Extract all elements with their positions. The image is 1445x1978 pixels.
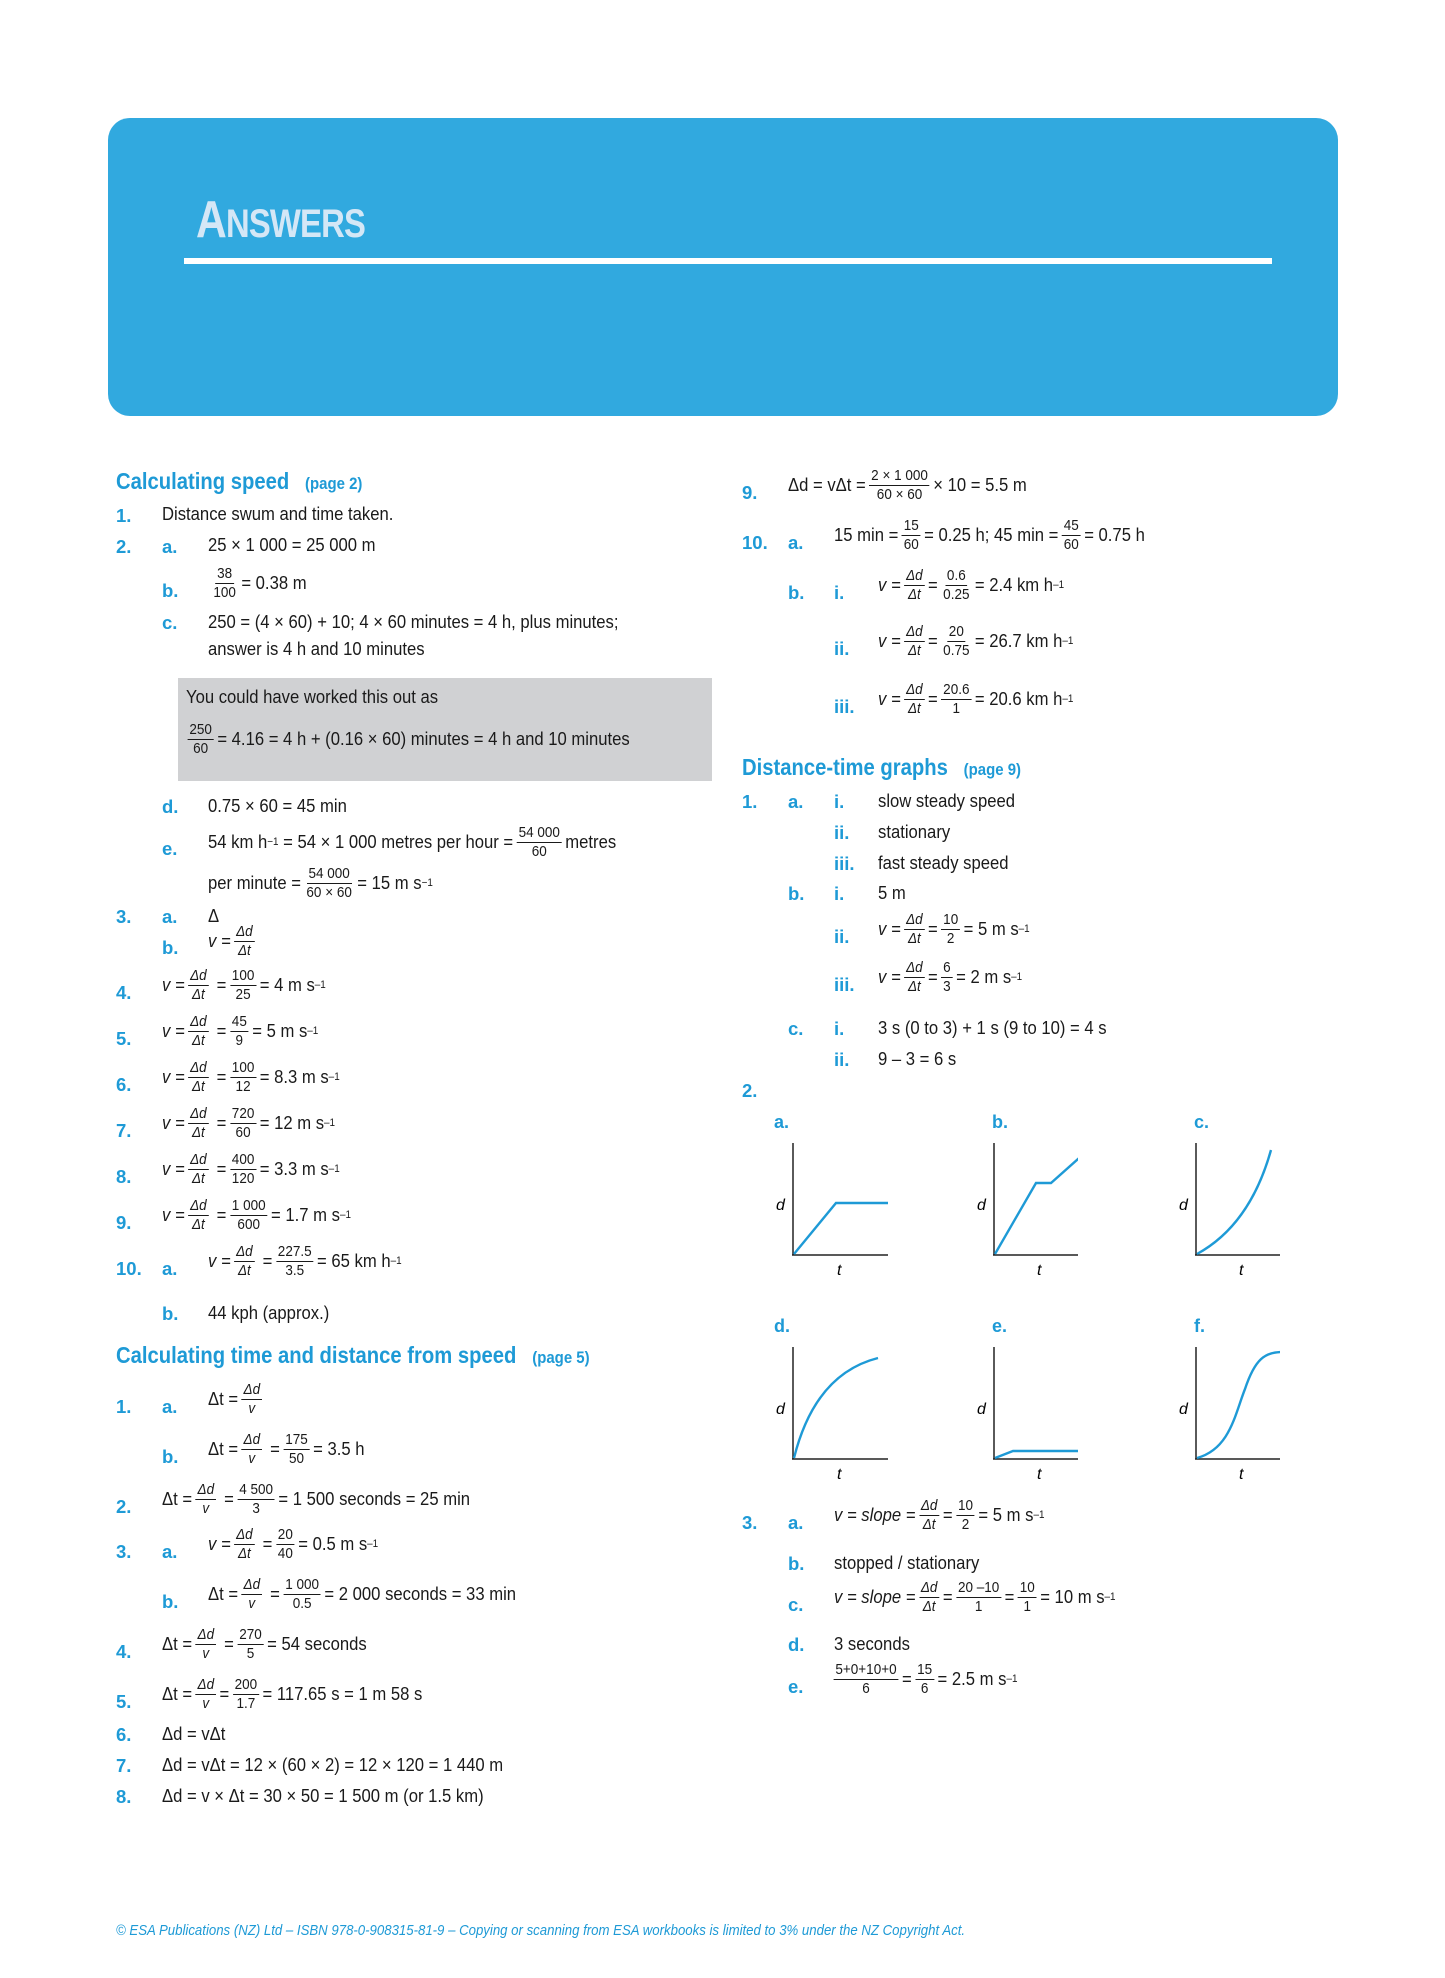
question-number: 6.: [116, 1074, 132, 1095]
svg-text:t: t: [1037, 1262, 1042, 1279]
part-label: b.: [162, 580, 179, 601]
part-label: a.: [788, 532, 804, 553]
subpart-label: ii.: [834, 822, 850, 843]
answer-text: Δd = vΔt = 12 × (60 × 2) = 12 × 120 = 1 440 m: [162, 1754, 504, 1775]
answer-text: slow steady speed: [878, 790, 1015, 811]
page-title: ANSWERS: [196, 191, 366, 249]
section-heading-calculating-speed: Calculating speed (page 2): [116, 468, 363, 494]
question-number: 9.: [742, 482, 758, 503]
svg-text:t: t: [1239, 1262, 1244, 1279]
part-label: a.: [162, 906, 178, 927]
graph-label-a: a.: [774, 1112, 790, 1132]
answer-expression: Δt = $\frac{\Delta d}{v}$ = $\frac{4 500}{3}$ = 1 500 seconds = 25 min: [162, 1481, 471, 1517]
answer-expression: v = $\frac{\Delta d}{\Delta t}$ = $\frac{227.5}{3.5}$ = 65 km h –1: [208, 1243, 402, 1279]
answer-text: Distance swum and time taken.: [162, 503, 394, 524]
distance-time-graph-f: [1140, 1344, 1280, 1484]
question-number: 1.: [116, 505, 132, 526]
question-number: 6.: [116, 1724, 132, 1745]
svg-text:d: d: [977, 1401, 986, 1418]
answer-expression: v = $\frac{\Delta d}{\Delta t}$ = $\frac{10}{2}$ = 5 m s –1: [878, 911, 1030, 947]
question-number: 5.: [116, 1028, 132, 1049]
answer-expression: v = $\frac{\Delta d}{\Delta t}$ = $\frac{100}{25}$ = 4 m s –1: [162, 967, 326, 1003]
part-label: a.: [788, 791, 804, 812]
question-number: 2.: [116, 536, 132, 557]
answer-text: 5 m: [878, 882, 906, 903]
question-number: 7.: [116, 1120, 132, 1141]
answer-text: fast steady speed: [878, 852, 1009, 873]
part-label: c.: [788, 1018, 804, 1039]
subpart-label: i.: [834, 791, 845, 812]
part-label: b.: [162, 937, 179, 958]
subpart-label: ii.: [834, 1049, 850, 1070]
copyright-footer: © ESA Publications (NZ) Ltd – ISBN 978-0-908315-81-9 – Copying or scanning from ESA workbooks is limited to 3% under the NZ Copyright Act.: [116, 1922, 966, 1939]
question-number: 8.: [116, 1786, 132, 1807]
question-number: 1.: [116, 1396, 132, 1417]
tip-box: [178, 678, 712, 781]
answer-text: 9 – 3 = 6 s: [878, 1048, 957, 1069]
svg-text:d: d: [1179, 1401, 1188, 1418]
answer-expression: Δt = $\frac{\Delta d}{v}$ = $\frac{175}{50}$ = 3.5 h: [208, 1431, 365, 1467]
fraction: $\frac{38}{100}$: [213, 565, 236, 601]
answer-expression: Δt = $\frac{\Delta d}{v}$ = $\frac{200}{1.7}$ = 117.65 s = 1 m 58 s: [162, 1676, 423, 1712]
part-label: d.: [788, 1634, 805, 1655]
tip-text: You could have worked this out as: [186, 686, 439, 707]
answer-text: Δd = v × Δt = 30 × 50 = 1 500 m (or 1.5 km): [162, 1785, 484, 1806]
question-number: 8.: [116, 1166, 132, 1187]
part-label: e.: [162, 838, 178, 859]
question-number: 3.: [742, 1512, 758, 1533]
subpart-label: ii.: [834, 638, 850, 659]
axis-label-d: d: [776, 1197, 785, 1214]
part-label: a.: [162, 1541, 178, 1562]
part-label: a.: [788, 1512, 804, 1533]
question-number: 3.: [116, 906, 132, 927]
subpart-label: i.: [834, 582, 845, 603]
answer-expression: v = $\frac{\Delta d}{\Delta t}$ = $\frac{720}{60}$ = 12 m s –1: [162, 1105, 336, 1141]
part-label: b.: [788, 883, 805, 904]
answer-expression: v = $\frac{\Delta d}{\Delta t}$ = $\frac{20}{0.75}$ = 26.7 km h –1: [878, 623, 1074, 659]
answers-banner: [108, 118, 1338, 416]
answer-expression: Δd = vΔt = $\frac{2 \times 1 000}{60 \times 60}$ × 10 = 5.5 m: [788, 467, 1027, 503]
part-label: a.: [162, 1258, 178, 1279]
svg-text:t: t: [837, 1466, 842, 1483]
question-number: 10.: [742, 532, 768, 553]
section-heading-time-distance: Calculating time and distance from speed (page 5): [116, 1342, 590, 1368]
subpart-label: iii.: [834, 696, 855, 717]
question-number: 2.: [116, 1496, 132, 1517]
answer-text: 25 × 1 000 = 25 000 m: [208, 534, 376, 555]
question-number: 2.: [742, 1080, 758, 1101]
distance-time-graph-e: [938, 1344, 1078, 1484]
answer-expression: $\frac{5+0+10+0}{6}$ = $\frac{15}{6}$ = 2.5 m s –1: [835, 1661, 1018, 1697]
graph-label-e: e.: [992, 1316, 1008, 1336]
part-label: b.: [162, 1591, 179, 1612]
answer-expression: v = $\frac{\Delta d}{\Delta t}$ = $\frac{400}{120}$ = 3.3 m s –1: [162, 1151, 340, 1187]
question-number: 4.: [116, 982, 132, 1003]
svg-text:d: d: [977, 1197, 986, 1214]
answer-expression: v = $\frac{\Delta d}{\Delta t}$ = $\frac{20.6}{1}$ = 20.6 km h –1: [878, 681, 1074, 717]
axis-label-t: t: [837, 1262, 842, 1279]
distance-time-graph-d: [770, 1344, 910, 1484]
answer-text: stopped / stationary: [834, 1552, 980, 1573]
svg-text:d: d: [1179, 1197, 1188, 1214]
answer-expression: per minute = $\frac{54 000}{60 \times 60}$ = 15 m s −1: [208, 865, 433, 901]
svg-text:d: d: [776, 1401, 785, 1418]
tip-expression: $\frac{250}{60}$ = 4.16 = 4 h + (0.16 × 60) minutes = 4 h and 10 minutes: [189, 721, 630, 757]
answer-expression: Δt = $\frac{\Delta d}{v}$ = $\frac{270}{5}$ = 54 seconds: [162, 1626, 367, 1662]
answer-text: Δd = vΔt: [162, 1723, 226, 1744]
answer-text: stationary: [878, 821, 951, 842]
svg-text:t: t: [1239, 1466, 1244, 1483]
question-number: 10.: [116, 1258, 142, 1279]
answer-expression: Δt = $\frac{\Delta d}{v}$ = $\frac{1 000}{0.5}$ = 2 000 seconds = 33 min: [208, 1576, 517, 1612]
distance-time-graph-a: [770, 1140, 910, 1280]
graph-label-b: b.: [992, 1112, 1008, 1132]
part-label: c.: [788, 1594, 804, 1615]
answer-expression: v = $\frac{\Delta d}{\Delta t}$ = $\frac{100}{12}$ = 8.3 m s –1: [162, 1059, 340, 1095]
subpart-label: iii.: [834, 853, 855, 874]
subpart-label: iii.: [834, 974, 855, 995]
answer-text: 44 kph (approx.): [208, 1302, 330, 1323]
subpart-label: i.: [834, 883, 845, 904]
part-label: c.: [162, 612, 178, 633]
answer-expression: v = slope = $\frac{\Delta d}{\Delta t}$ = $\frac{20 -10}{1}$ = $\frac{10}{1}$ = 10 m s –1: [834, 1579, 1116, 1615]
part-label: a.: [162, 536, 178, 557]
subpart-label: i.: [834, 1018, 845, 1039]
part-label: d.: [162, 796, 179, 817]
answer-text: answer is 4 h and 10 minutes: [208, 638, 425, 659]
part-label: b.: [788, 1553, 805, 1574]
answer-expression: $\frac{38}{100}$ = 0.38 m: [213, 565, 307, 601]
svg-text:t: t: [1037, 1466, 1042, 1483]
question-number: 7.: [116, 1755, 132, 1776]
graph-label-d: d.: [774, 1316, 790, 1336]
answer-expression: v = slope = $\frac{\Delta d}{\Delta t}$ = $\frac{10}{2}$ = 5 m s –1: [834, 1497, 1045, 1533]
distance-time-graph-b: [938, 1140, 1078, 1280]
section-heading-distance-time-graphs: Distance-time graphs (page 9): [742, 754, 1022, 780]
distance-time-graph-c: [1140, 1140, 1280, 1280]
part-label: a.: [162, 1396, 178, 1417]
answer-expression: v = $\frac{\Delta d}{\Delta t}$ = $\frac{1 000}{600}$ = 1.7 m s –1: [162, 1197, 351, 1233]
part-label: b.: [162, 1446, 179, 1467]
part-label: b.: [162, 1303, 179, 1324]
answer-expression: 54 km h −1 = 54 × 1 000 metres per hour = $\frac{54 000}{60}$ metres: [208, 824, 617, 860]
part-label: e.: [788, 1676, 804, 1697]
answer-expression: Δt = $\frac{\Delta d}{v}$: [208, 1381, 261, 1417]
answer-expression: v = $\frac{\Delta d}{\Delta t}$: [208, 923, 253, 959]
graph-label-c: c.: [1194, 1112, 1210, 1132]
subpart-label: ii.: [834, 926, 850, 947]
question-number: 5.: [116, 1691, 132, 1712]
answer-text: 3 seconds: [834, 1633, 910, 1654]
part-label: b.: [788, 582, 805, 603]
answer-expression: 15 min = $\frac{15}{60}$ = 0.25 h; 45 min = $\frac{45}{60}$ = 0.75 h: [834, 517, 1145, 553]
answer-expression: v = $\frac{\Delta d}{\Delta t}$ = $\frac{0.6}{0.25}$ = 2.4 km h –1: [878, 567, 1065, 603]
question-number: 3.: [116, 1541, 132, 1562]
answer-text: 0.75 × 60 = 45 min: [208, 795, 347, 816]
question-number: 1.: [742, 791, 758, 812]
answer-text: 3 s (0 to 3) + 1 s (9 to 10) = 4 s: [878, 1017, 1107, 1038]
question-number: 4.: [116, 1641, 132, 1662]
question-number: 9.: [116, 1212, 132, 1233]
answer-expression: v = $\frac{\Delta d}{\Delta t}$ = $\frac{20}{40}$ = 0.5 m s –1: [208, 1526, 379, 1562]
title-rule: [184, 258, 1272, 264]
answer-expression: v = $\frac{\Delta d}{\Delta t}$ = $\frac{45}{9}$ = 5 m s –1: [162, 1013, 319, 1049]
answer-text: 250 = (4 × 60) + 10; 4 × 60 minutes = 4 h, plus minutes;: [208, 611, 619, 632]
answer-expression: v = $\frac{\Delta d}{\Delta t}$ = $\frac{6}{3}$ = 2 m s –1: [878, 959, 1023, 995]
answer-text: Δ: [208, 905, 220, 926]
graph-label-f: f.: [1194, 1316, 1205, 1336]
